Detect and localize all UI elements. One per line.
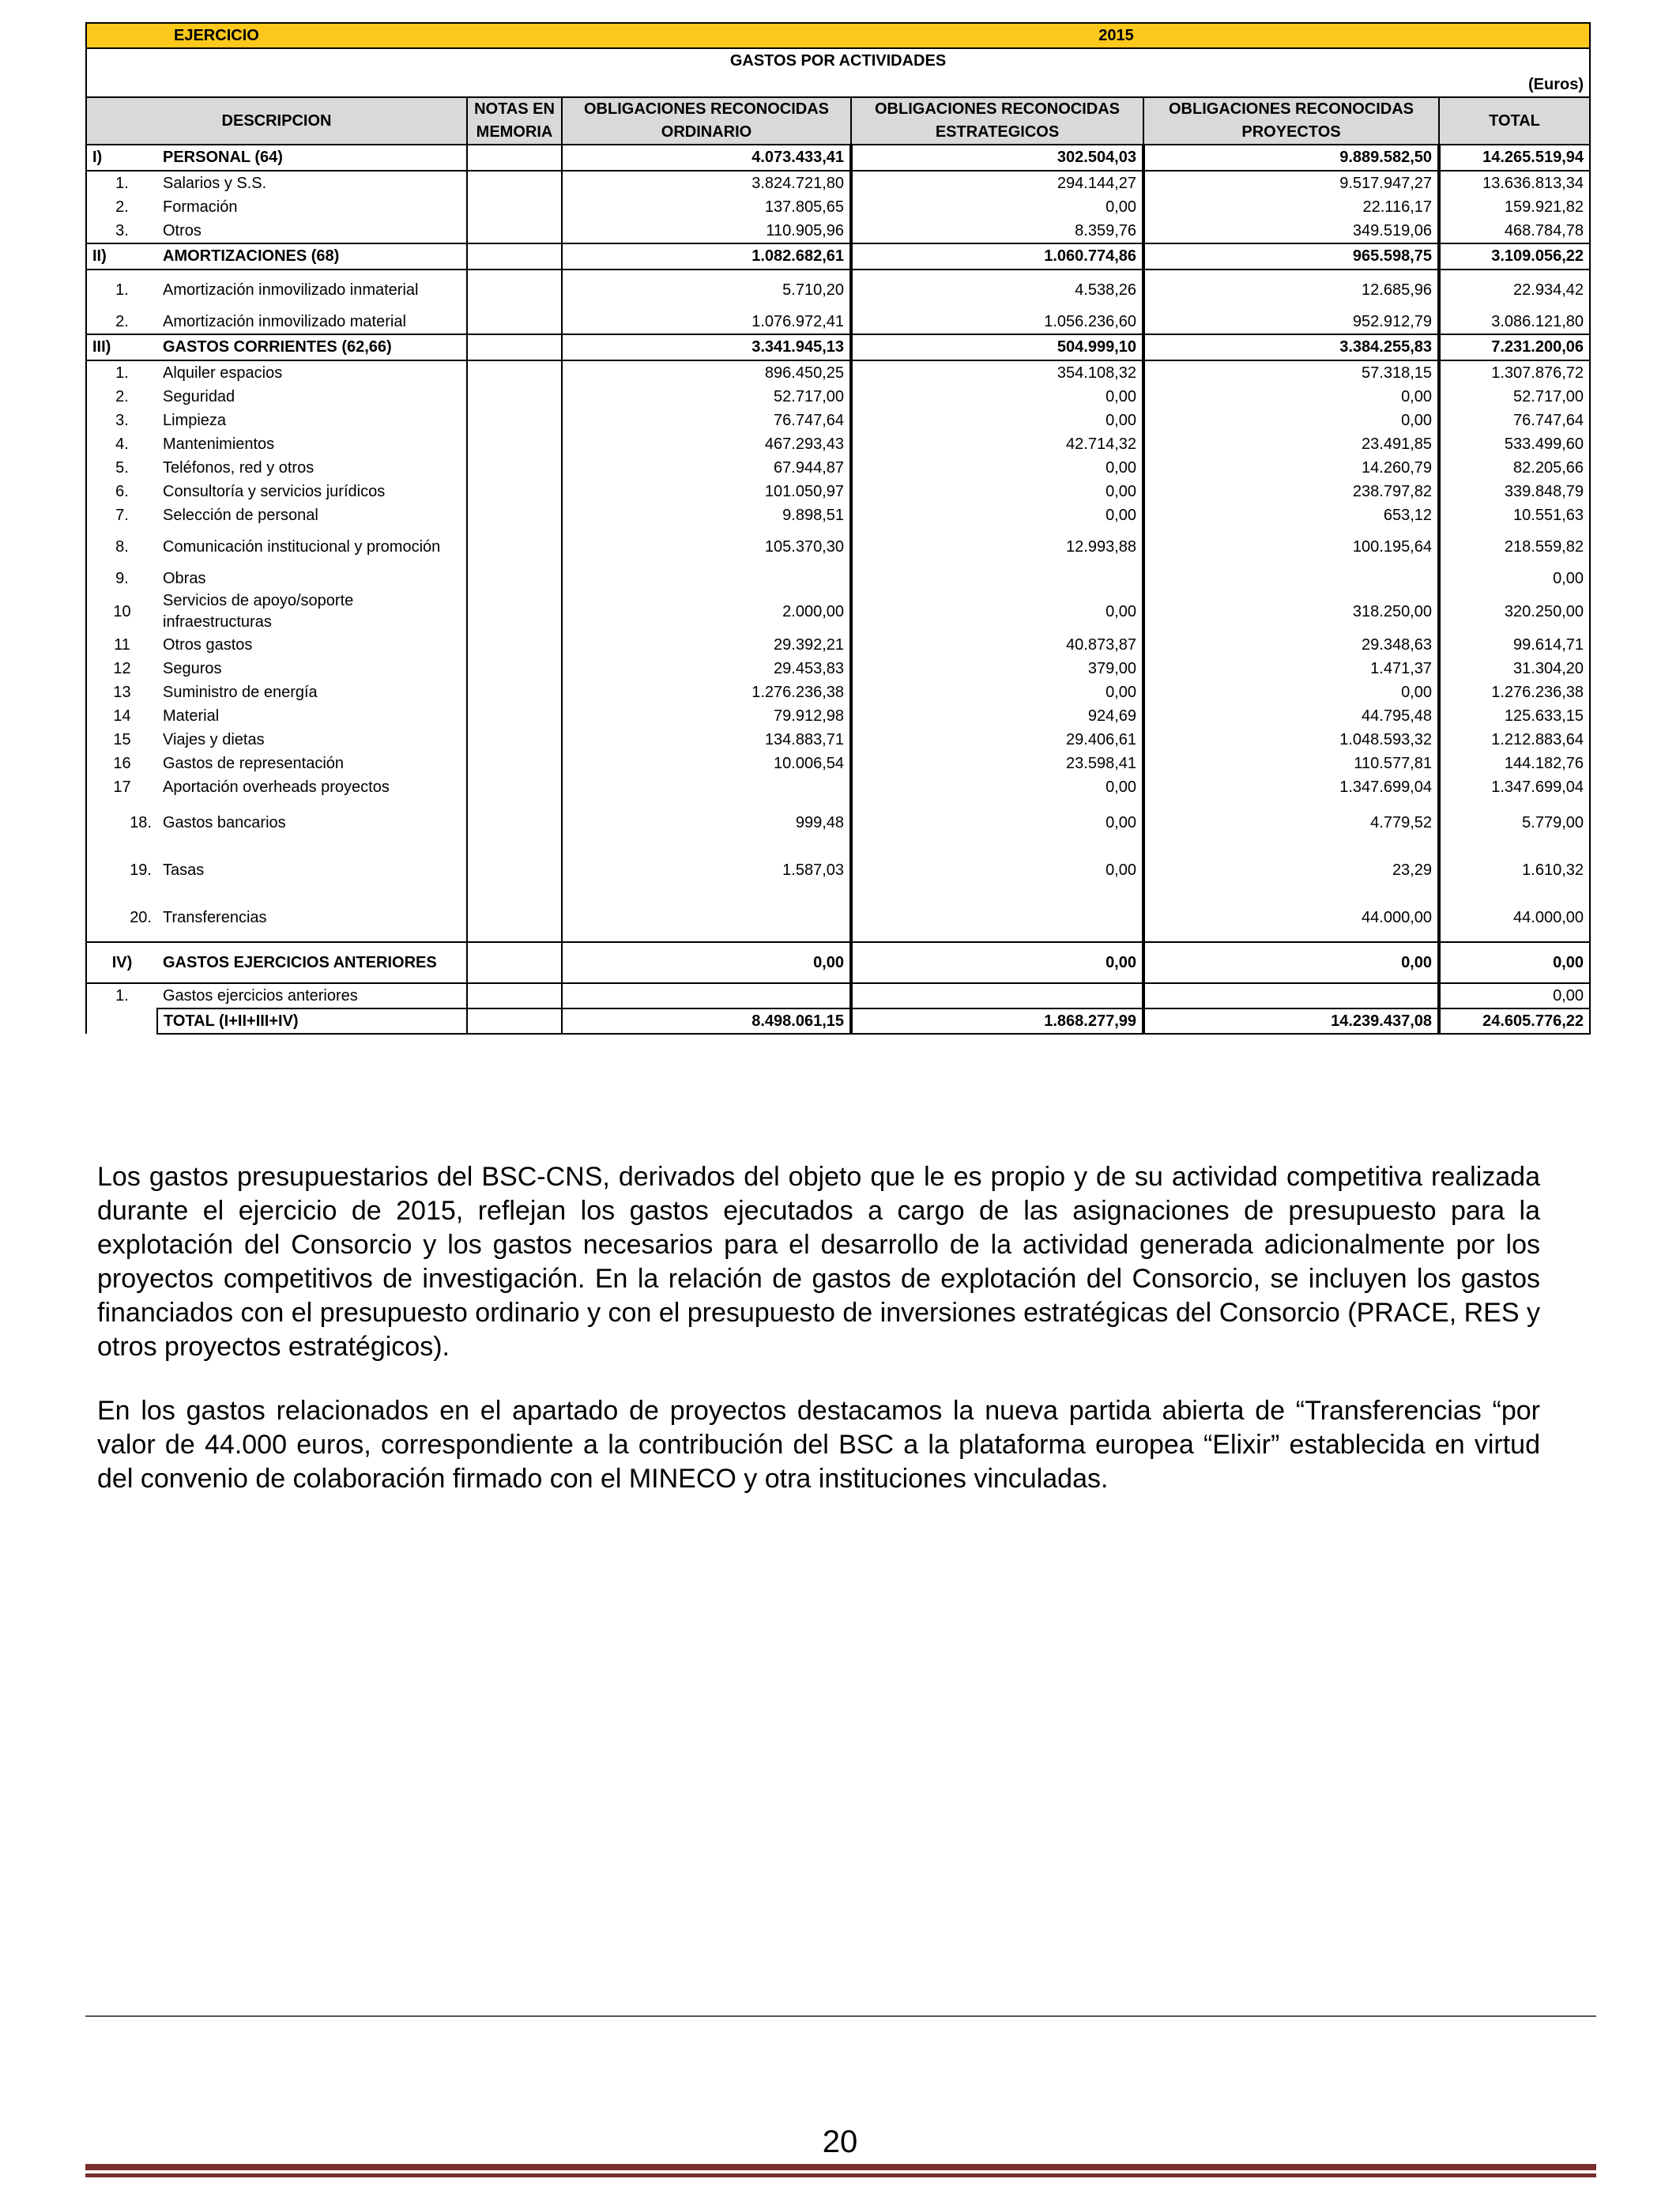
section-ordinario: 4.073.433,41	[562, 145, 851, 171]
section-estrategicos: 1.060.774,86	[851, 243, 1143, 270]
item-number: 1.	[86, 983, 157, 1008]
item-notes	[467, 704, 562, 728]
item-estrategicos: 4.538,26	[851, 270, 1143, 310]
item-notes	[467, 846, 562, 894]
item-description: Tasas	[163, 861, 205, 879]
item-proyectos: 653,12	[1143, 503, 1439, 527]
item-description: Gastos de representación	[163, 754, 345, 772]
item-estrategicos: 0,00	[851, 456, 1143, 480]
section-row	[86, 145, 1590, 171]
item-total: 99.614,71	[1439, 633, 1590, 657]
item-description: Teléfonos, red y otros	[163, 458, 315, 477]
item-estrategicos: 0,00	[851, 590, 1143, 633]
section-roman: I)	[86, 145, 157, 171]
item-ordinario: 2.000,00	[562, 590, 851, 633]
item-total: 44.000,00	[1439, 894, 1590, 942]
units-row	[86, 73, 1590, 97]
item-total: 76.747,64	[1439, 409, 1590, 432]
item-number: 11	[86, 633, 157, 657]
item-ordinario: 10.006,54	[562, 752, 851, 775]
ejercicio-label: EJERCICIO	[86, 23, 467, 48]
item-estrategicos: 0,00	[851, 409, 1143, 432]
item-ordinario: 1.276.236,38	[562, 680, 851, 704]
item-description: Otros	[163, 221, 202, 239]
item-description: Seguros	[163, 659, 222, 677]
total-proyectos: 14.239.437,08	[1143, 1008, 1439, 1034]
item-ordinario: 1.587,03	[562, 846, 851, 894]
item-ordinario: 999,48	[562, 799, 851, 846]
item-proyectos: 238.797,82	[1143, 480, 1439, 503]
item-description: Amortización inmovilizado material	[163, 312, 406, 330]
item-total: 144.182,76	[1439, 752, 1590, 775]
col-ordinario-line1: OBLIGACIONES RECONOCIDAS	[562, 97, 851, 121]
section-total: 3.109.056,22	[1439, 243, 1590, 270]
item-total: 3.086.121,80	[1439, 310, 1590, 334]
section-title: GASTOS EJERCICIOS ANTERIORES	[157, 942, 467, 983]
col-descripcion: DESCRIPCION	[86, 97, 467, 145]
item-number: 13	[86, 680, 157, 704]
item-number: 3.	[86, 409, 157, 432]
item-description: Servicios de apoyo/soporte infraestructuras	[163, 592, 354, 631]
item-number: 2.	[86, 385, 157, 409]
item-ordinario: 896.450,25	[562, 360, 851, 385]
table-row	[86, 775, 1590, 799]
table-row	[86, 846, 1590, 894]
table-row	[86, 171, 1590, 195]
item-estrategicos	[851, 567, 1143, 590]
item-notes	[467, 775, 562, 799]
item-notes	[467, 503, 562, 527]
section-estrategicos: 504.999,10	[851, 334, 1143, 360]
item-description: Aportación overheads proyectos	[163, 778, 390, 796]
item-estrategicos: 354.108,32	[851, 360, 1143, 385]
item-proyectos: 57.318,15	[1143, 360, 1439, 385]
item-number: 1.	[86, 360, 157, 385]
item-total: 1.347.699,04	[1439, 775, 1590, 799]
item-ordinario	[562, 567, 851, 590]
item-estrategicos: 42.714,32	[851, 432, 1143, 456]
item-estrategicos: 1.056.236,60	[851, 310, 1143, 334]
item-notes	[467, 270, 562, 310]
item-total: 31.304,20	[1439, 657, 1590, 680]
item-estrategicos: 8.359,76	[851, 219, 1143, 243]
item-proyectos: 110.577,81	[1143, 752, 1439, 775]
item-ordinario	[562, 894, 851, 942]
section-title: AMORTIZACIONES (68)	[157, 243, 467, 270]
section-title: GASTOS CORRIENTES (62,66)	[157, 334, 467, 360]
section-row	[86, 942, 1590, 983]
section-roman: IV)	[86, 942, 157, 983]
item-description: Amortización inmovilizado inmaterial	[163, 281, 419, 299]
item-notes	[467, 360, 562, 385]
item-ordinario: 9.898,51	[562, 503, 851, 527]
item-description: Otros gastos	[163, 635, 253, 654]
item-notes	[467, 432, 562, 456]
item-estrategicos: 379,00	[851, 657, 1143, 680]
item-proyectos: 44.795,48	[1143, 704, 1439, 728]
table-row	[86, 503, 1590, 527]
item-estrategicos	[851, 983, 1143, 1008]
table-row	[86, 195, 1590, 219]
item-description: Mantenimientos	[163, 435, 275, 453]
table-row	[86, 409, 1590, 432]
section-estrategicos: 0,00	[851, 942, 1143, 983]
item-description: Obras	[163, 569, 206, 587]
item-number: 17	[86, 775, 157, 799]
item-description: Gastos bancarios	[163, 813, 286, 831]
section-notes	[467, 145, 562, 171]
item-number: 9.	[86, 567, 157, 590]
item-notes	[467, 480, 562, 503]
item-total: 1.212.883,64	[1439, 728, 1590, 752]
item-proyectos: 4.779,52	[1143, 799, 1439, 846]
item-number: 18.	[86, 799, 157, 846]
section-proyectos: 9.889.582,50	[1143, 145, 1439, 171]
item-notes	[467, 894, 562, 942]
section-title: PERSONAL (64)	[157, 145, 467, 171]
item-total: 218.559,82	[1439, 527, 1590, 567]
section-proyectos: 0,00	[1143, 942, 1439, 983]
expenses-table-container	[85, 22, 1589, 1035]
item-ordinario: 3.824.721,80	[562, 171, 851, 195]
item-notes	[467, 567, 562, 590]
table-row	[86, 728, 1590, 752]
item-total: 82.205,66	[1439, 456, 1590, 480]
item-total: 339.848,79	[1439, 480, 1590, 503]
item-proyectos: 318.250,00	[1143, 590, 1439, 633]
total-estrategicos: 1.868.277,99	[851, 1008, 1143, 1034]
item-description: Seguridad	[163, 387, 235, 405]
item-ordinario	[562, 983, 851, 1008]
item-notes	[467, 590, 562, 633]
section-ordinario: 1.082.682,61	[562, 243, 851, 270]
item-description: Gastos ejercicios anteriores	[163, 986, 358, 1005]
item-number: 3.	[86, 219, 157, 243]
col-proyectos-line2: PROYECTOS	[1143, 121, 1439, 145]
item-number: 1.	[86, 171, 157, 195]
item-total: 13.636.813,34	[1439, 171, 1590, 195]
item-proyectos	[1143, 567, 1439, 590]
item-notes	[467, 385, 562, 409]
table-row	[86, 270, 1590, 310]
table-row	[86, 385, 1590, 409]
item-number: 15	[86, 728, 157, 752]
column-header-row-1	[86, 97, 1590, 121]
section-row	[86, 334, 1590, 360]
item-total: 0,00	[1439, 567, 1590, 590]
item-estrategicos: 12.993,88	[851, 527, 1143, 567]
item-estrategicos: 0,00	[851, 775, 1143, 799]
item-proyectos: 29.348,63	[1143, 633, 1439, 657]
item-proyectos: 22.116,17	[1143, 195, 1439, 219]
item-total: 1.276.236,38	[1439, 680, 1590, 704]
item-number: 6.	[86, 480, 157, 503]
item-description: Salarios y S.S.	[163, 174, 267, 192]
item-estrategicos: 0,00	[851, 195, 1143, 219]
item-total: 1.307.876,72	[1439, 360, 1590, 385]
col-notas-line1: NOTAS EN	[467, 97, 562, 121]
item-total: 22.934,42	[1439, 270, 1590, 310]
item-notes	[467, 456, 562, 480]
fiscal-year-row	[86, 23, 1590, 48]
item-notes	[467, 657, 562, 680]
item-estrategicos: 0,00	[851, 799, 1143, 846]
item-description: Suministro de energía	[163, 683, 318, 701]
item-number: 5.	[86, 456, 157, 480]
item-ordinario: 29.392,21	[562, 633, 851, 657]
table-row	[86, 480, 1590, 503]
item-description: Viajes y dietas	[163, 730, 265, 748]
item-number: 10	[86, 590, 157, 633]
total-spacer	[86, 1008, 157, 1034]
item-proyectos: 44.000,00	[1143, 894, 1439, 942]
table-row	[86, 527, 1590, 567]
item-proyectos: 349.519,06	[1143, 219, 1439, 243]
col-notas-line2: MEMORIA	[467, 121, 562, 145]
item-number: 4.	[86, 432, 157, 456]
item-notes	[467, 728, 562, 752]
table-row	[86, 657, 1590, 680]
item-proyectos: 0,00	[1143, 385, 1439, 409]
table-row	[86, 894, 1590, 942]
table-title-row	[86, 48, 1590, 73]
col-total: TOTAL	[1439, 97, 1590, 145]
item-number: 16	[86, 752, 157, 775]
item-total: 5.779,00	[1439, 799, 1590, 846]
item-notes	[467, 633, 562, 657]
item-notes	[467, 219, 562, 243]
item-ordinario: 67.944,87	[562, 456, 851, 480]
section-notes	[467, 334, 562, 360]
item-description: Alquiler espacios	[163, 364, 283, 382]
body-text	[97, 1160, 1540, 1526]
total-ordinario: 8.498.061,15	[562, 1008, 851, 1034]
item-proyectos: 9.517.947,27	[1143, 171, 1439, 195]
item-number: 2.	[86, 310, 157, 334]
item-estrategicos: 0,00	[851, 680, 1143, 704]
item-estrategicos	[851, 894, 1143, 942]
item-notes	[467, 527, 562, 567]
section-total: 0,00	[1439, 942, 1590, 983]
item-number: 14	[86, 704, 157, 728]
item-description: Formación	[163, 198, 238, 216]
item-proyectos: 952.912,79	[1143, 310, 1439, 334]
section-ordinario: 3.341.945,13	[562, 334, 851, 360]
item-proyectos: 12.685,96	[1143, 270, 1439, 310]
section-total: 7.231.200,06	[1439, 334, 1590, 360]
table-row	[86, 799, 1590, 846]
item-proyectos	[1143, 983, 1439, 1008]
item-proyectos: 0,00	[1143, 680, 1439, 704]
total-total: 24.605.776,22	[1439, 1008, 1590, 1034]
item-total: 52.717,00	[1439, 385, 1590, 409]
item-total: 159.921,82	[1439, 195, 1590, 219]
item-total: 320.250,00	[1439, 590, 1590, 633]
item-notes	[467, 680, 562, 704]
item-notes	[467, 310, 562, 334]
col-ordinario-line2: ORDINARIO	[562, 121, 851, 145]
item-estrategicos: 40.873,87	[851, 633, 1143, 657]
footer-bar	[85, 2164, 1596, 2170]
item-ordinario: 110.905,96	[562, 219, 851, 243]
table-row	[86, 432, 1590, 456]
item-ordinario: 467.293,43	[562, 432, 851, 456]
fiscal-year: 2015	[467, 23, 1590, 48]
item-ordinario: 1.076.972,41	[562, 310, 851, 334]
item-ordinario: 79.912,98	[562, 704, 851, 728]
item-number: 1.	[86, 270, 157, 310]
section-row	[86, 243, 1590, 270]
item-number: 7.	[86, 503, 157, 527]
paragraph-1: Los gastos presupuestarios del BSC-CNS, derivados del objeto que le es propio y de su actividad competitiva realizada durante el ejercicio de 2015, reflejan los gastos ejecutados a cargo de las asignaciones de presupuesto para la explotación del Consorcio y los gastos necesarios para el desarrollo de la actividad generada adicionalmente por los proyectos competitivos de investigación. En la relación de gastos de explotación del Consorcio, se incluyen los gastos financiados con el presupuesto ordinario y con el presupuesto de inversiones estratégicas del Consorcio (PRACE, RES y otros proyectos estratégicos).	[97, 1162, 1540, 1362]
table-row	[86, 983, 1590, 1008]
table-row	[86, 219, 1590, 243]
item-number: 8.	[86, 527, 157, 567]
item-description: Consultoría y servicios jurídicos	[163, 482, 386, 500]
section-estrategicos: 302.504,03	[851, 145, 1143, 171]
total-label: TOTAL (I+II+III+IV)	[157, 1008, 467, 1034]
table-row	[86, 752, 1590, 775]
item-description: Limpieza	[163, 411, 227, 429]
item-total: 10.551,63	[1439, 503, 1590, 527]
section-total: 14.265.519,94	[1439, 145, 1590, 171]
section-notes	[467, 942, 562, 983]
item-total: 1.610,32	[1439, 846, 1590, 894]
col-estrategicos-line2: ESTRATEGICOS	[851, 121, 1143, 145]
page-number: 20	[822, 2124, 858, 2159]
item-proyectos: 0,00	[1143, 409, 1439, 432]
item-estrategicos: 0,00	[851, 480, 1143, 503]
table-row	[86, 360, 1590, 385]
item-total: 533.499,60	[1439, 432, 1590, 456]
item-estrategicos: 0,00	[851, 385, 1143, 409]
item-description: Selección de personal	[163, 506, 318, 524]
footer-bar-thin	[85, 2173, 1596, 2177]
expenses-table	[85, 22, 1591, 1035]
item-estrategicos: 0,00	[851, 846, 1143, 894]
item-total: 468.784,78	[1439, 219, 1590, 243]
col-estrategicos-line1: OBLIGACIONES RECONOCIDAS	[851, 97, 1143, 121]
item-description: Transferencias	[163, 908, 267, 926]
item-proyectos: 100.195,64	[1143, 527, 1439, 567]
paragraph-2: En los gastos relacionados en el apartado de proyectos destacamos la nueva partida abierta de “Transferencias “por valor de 44.000 euros, correspondiente a la contribución del BSC a la plataforma europea “Elixir” establecida en virtud del convenio de colaboración firmado con el MINECO y otra instituciones vinculadas.	[97, 1396, 1540, 1494]
item-notes	[467, 752, 562, 775]
item-ordinario: 137.805,65	[562, 195, 851, 219]
table-row	[86, 680, 1590, 704]
item-total: 125.633,15	[1439, 704, 1590, 728]
item-number: 12	[86, 657, 157, 680]
item-proyectos: 1.048.593,32	[1143, 728, 1439, 752]
footer-divider	[85, 2015, 1596, 2017]
col-proyectos-line1: OBLIGACIONES RECONOCIDAS	[1143, 97, 1439, 121]
section-roman: III)	[86, 334, 157, 360]
item-description: Comunicación institucional y promoción	[163, 537, 441, 556]
item-proyectos: 23,29	[1143, 846, 1439, 894]
table-row	[86, 310, 1590, 334]
item-ordinario: 52.717,00	[562, 385, 851, 409]
item-notes	[467, 799, 562, 846]
item-estrategicos: 0,00	[851, 503, 1143, 527]
section-notes	[467, 243, 562, 270]
item-ordinario	[562, 775, 851, 799]
item-notes	[467, 171, 562, 195]
table-row	[86, 590, 1590, 633]
item-notes	[467, 409, 562, 432]
units-label: (Euros)	[86, 73, 1590, 97]
item-estrategicos: 294.144,27	[851, 171, 1143, 195]
item-ordinario: 29.453,83	[562, 657, 851, 680]
item-notes	[467, 195, 562, 219]
item-total: 0,00	[1439, 983, 1590, 1008]
item-number: 19.	[86, 846, 157, 894]
grand-total-row	[86, 1008, 1590, 1034]
table-row	[86, 633, 1590, 657]
item-number: 20.	[86, 894, 157, 942]
item-estrategicos: 23.598,41	[851, 752, 1143, 775]
item-ordinario: 76.747,64	[562, 409, 851, 432]
section-proyectos: 3.384.255,83	[1143, 334, 1439, 360]
table-row	[86, 567, 1590, 590]
item-estrategicos: 924,69	[851, 704, 1143, 728]
table-title: GASTOS POR ACTIVIDADES	[86, 48, 1590, 73]
item-ordinario: 105.370,30	[562, 527, 851, 567]
item-proyectos: 23.491,85	[1143, 432, 1439, 456]
section-ordinario: 0,00	[562, 942, 851, 983]
item-proyectos: 1.347.699,04	[1143, 775, 1439, 799]
item-ordinario: 134.883,71	[562, 728, 851, 752]
table-row	[86, 704, 1590, 728]
item-notes	[467, 983, 562, 1008]
table-row	[86, 456, 1590, 480]
item-ordinario: 5.710,20	[562, 270, 851, 310]
item-proyectos: 14.260,79	[1143, 456, 1439, 480]
section-roman: II)	[86, 243, 157, 270]
section-proyectos: 965.598,75	[1143, 243, 1439, 270]
item-number: 2.	[86, 195, 157, 219]
total-notes	[467, 1008, 562, 1034]
item-description: Material	[163, 707, 220, 725]
item-estrategicos: 29.406,61	[851, 728, 1143, 752]
item-ordinario: 101.050,97	[562, 480, 851, 503]
item-proyectos: 1.471,37	[1143, 657, 1439, 680]
